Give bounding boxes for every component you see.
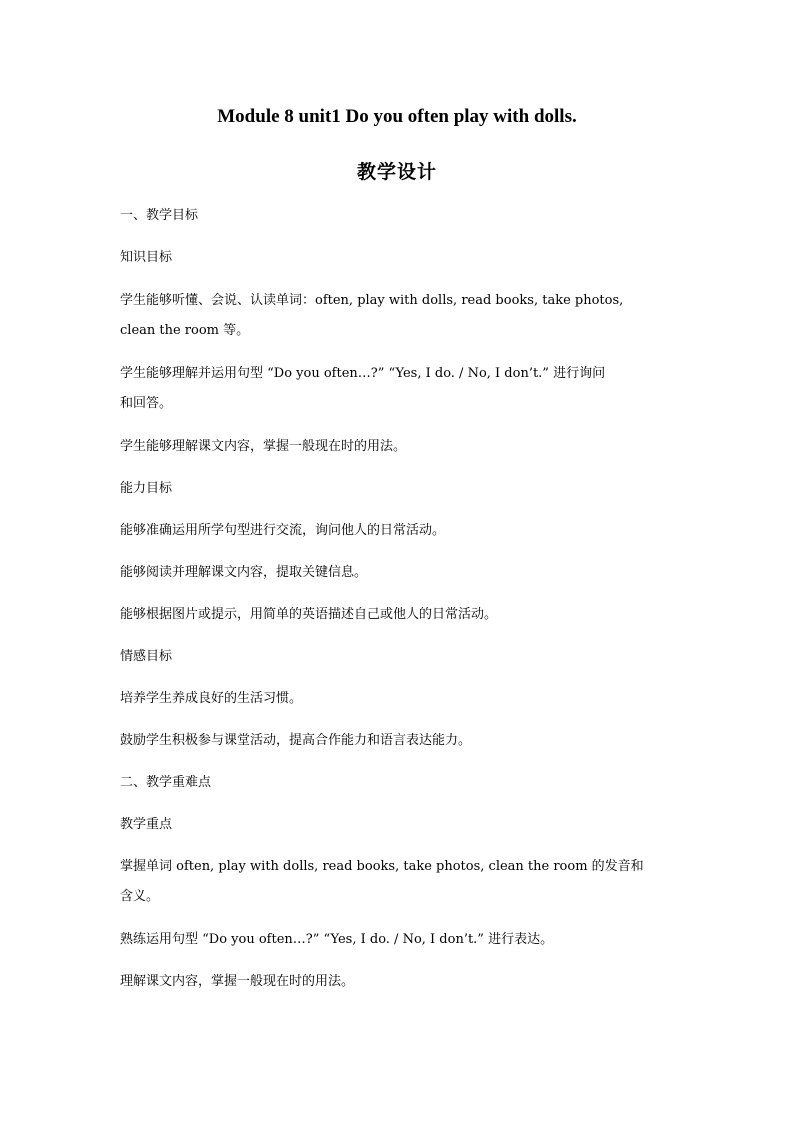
knowledge-goal-1-line-2: clean the room 等。 (120, 323, 250, 338)
focus-point-1-line-1: 掌握单词 often, play with dolls, read books, take photos, clean the room 的发音和 (120, 859, 644, 874)
knowledge-goal-2-line-1: 学生能够理解并运用句型 “Do you often…?” “Yes, I do. / No, I don’t.” 进行询问 (120, 366, 606, 381)
subheading-emotion-goals: 情感目标 (120, 649, 173, 664)
ability-goal-2: 能够阅读并理解课文内容，提取关键信息。 (120, 565, 368, 580)
subheading-teaching-focus: 教学重点 (120, 817, 173, 832)
section-heading-objectives: 一、教学目标 (120, 208, 199, 223)
ability-goal-3: 能够根据图片或提示，用简单的英语描述自己或他人的日常活动。 (120, 607, 498, 622)
section-heading-key-points: 二、教学重难点 (120, 775, 212, 790)
subheading-knowledge-goals: 知识目标 (120, 250, 173, 265)
focus-point-2: 熟练运用句型 “Do you often…?” “Yes, I do. / No, I don’t.” 进行表达。 (120, 932, 554, 947)
document-title: Module 8 unit1 Do you often play with dolls. (217, 106, 577, 127)
emotion-goal-1: 培养学生养成良好的生活习惯。 (120, 691, 303, 706)
focus-point-1-line-2: 含义。 (120, 889, 160, 904)
emotion-goal-2: 鼓励学生积极参与课堂活动，提高合作能力和语言表达能力。 (120, 733, 472, 748)
focus-point-3: 理解课文内容，掌握一般现在时的用法。 (120, 974, 355, 989)
knowledge-goal-2-line-2: 和回答。 (120, 396, 173, 411)
document-subtitle: 教学设计 (356, 161, 437, 183)
subheading-ability-goals: 能力目标 (120, 481, 173, 496)
knowledge-goal-1-line-1: 学生能够听懂、会说、认读单词：often, play with dolls, read books, take photos, (120, 293, 624, 308)
ability-goal-1: 能够准确运用所学句型进行交流，询问他人的日常活动。 (120, 523, 446, 538)
knowledge-goal-3: 学生能够理解课文内容，掌握一般现在时的用法。 (120, 439, 407, 454)
